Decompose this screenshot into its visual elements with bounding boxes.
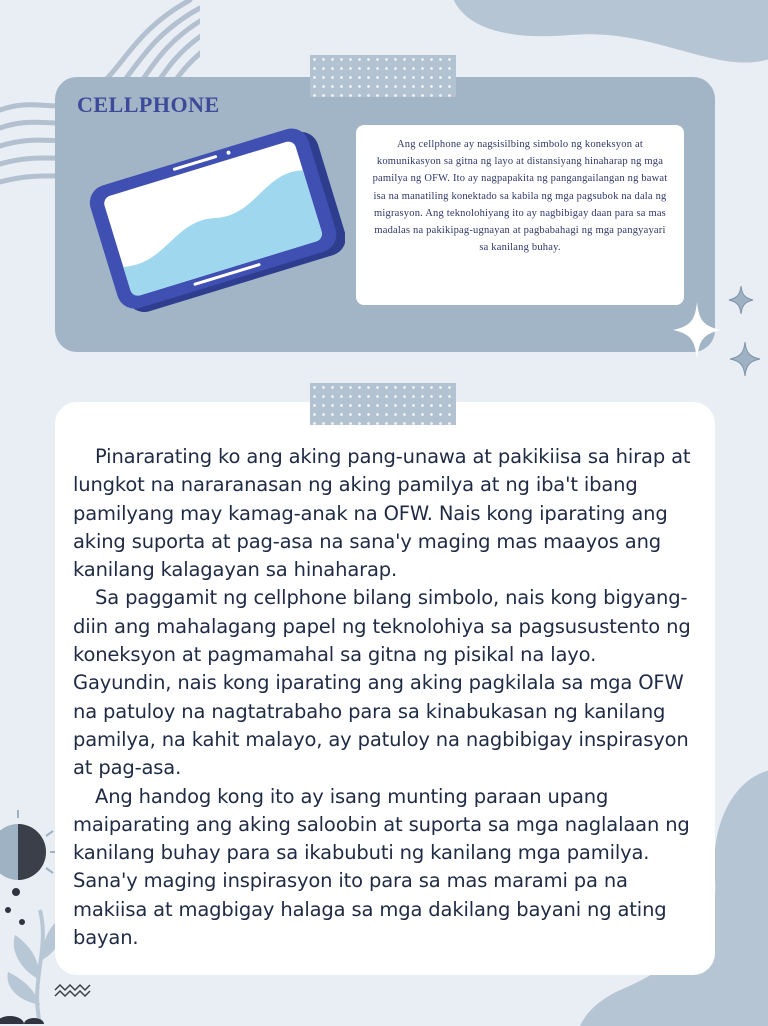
top-right-blob-decoration	[440, 0, 768, 65]
paragraph-1: Pinararating ko ang aking pang-unawa at pakikiisa sa hirap at lungkot na nararanasan ng aking pamilya at ng iba't ibang pamilyang may kamag-anak na OFW. Nais kong iparating ang aking suporta at pag-asa na sana'y maging mas maayos ang kanilang kalagayan sa hinaharap.	[73, 445, 691, 582]
page-title: CELLPHONE	[77, 92, 220, 117]
sparkle-icon	[665, 280, 768, 395]
paragraph-2: Sa paggamit ng cellphone bilang simbolo, nais kong bigyang-diin ang mahalagang papel ng teknolohiya sa pagsusustento ng koneksyon at pagmamahal sa gitna ng pisikal na layo. Gayundin, nais kong iparating ang aking pagkilala sa mga OFW na patuloy na nagtatrabaho para sa kinabukasan ng kanilang pamilya, na kahit malayo, ay patuloy na nagbibigay inspirasyon at pag-asa.	[73, 586, 691, 780]
washi-tape-middle	[310, 383, 456, 425]
washi-tape-top	[310, 55, 456, 97]
cellphone-caption: Ang cellphone ay nagsisilbing simbolo ng koneksyon at komunikasyon sa gitna ng layo at distansiyang hinaharap ng mga pamilya ng OFW. Ito ay nagpapakita ng pangangailangan ng bawat isa na manatiling konektado sa kabila ng mga pagsubok na dala ng migrasyon. Ang teknolohiyang ito ay nagbibigay daan para sa mas madalas na pakikipag-ugnayan at pagbabahagi ng mga pangyayari sa kanilang buhay.	[356, 125, 684, 305]
cellphone-icon	[85, 118, 345, 318]
paragraph-3: Ang handog kong ito ay isang munting paraan upang maiparating ang aking saloobin at suporta sa mga naglalaan ng kanilang buhay para sa ikabubuti ng kanilang mga pamilya. Sana'y maging inspirasyon ito para sa mas marami pa na makiisa at magbigay halaga sa mga dakilang bayani ng ating bayan.	[73, 784, 690, 950]
message-body	[73, 443, 698, 952]
